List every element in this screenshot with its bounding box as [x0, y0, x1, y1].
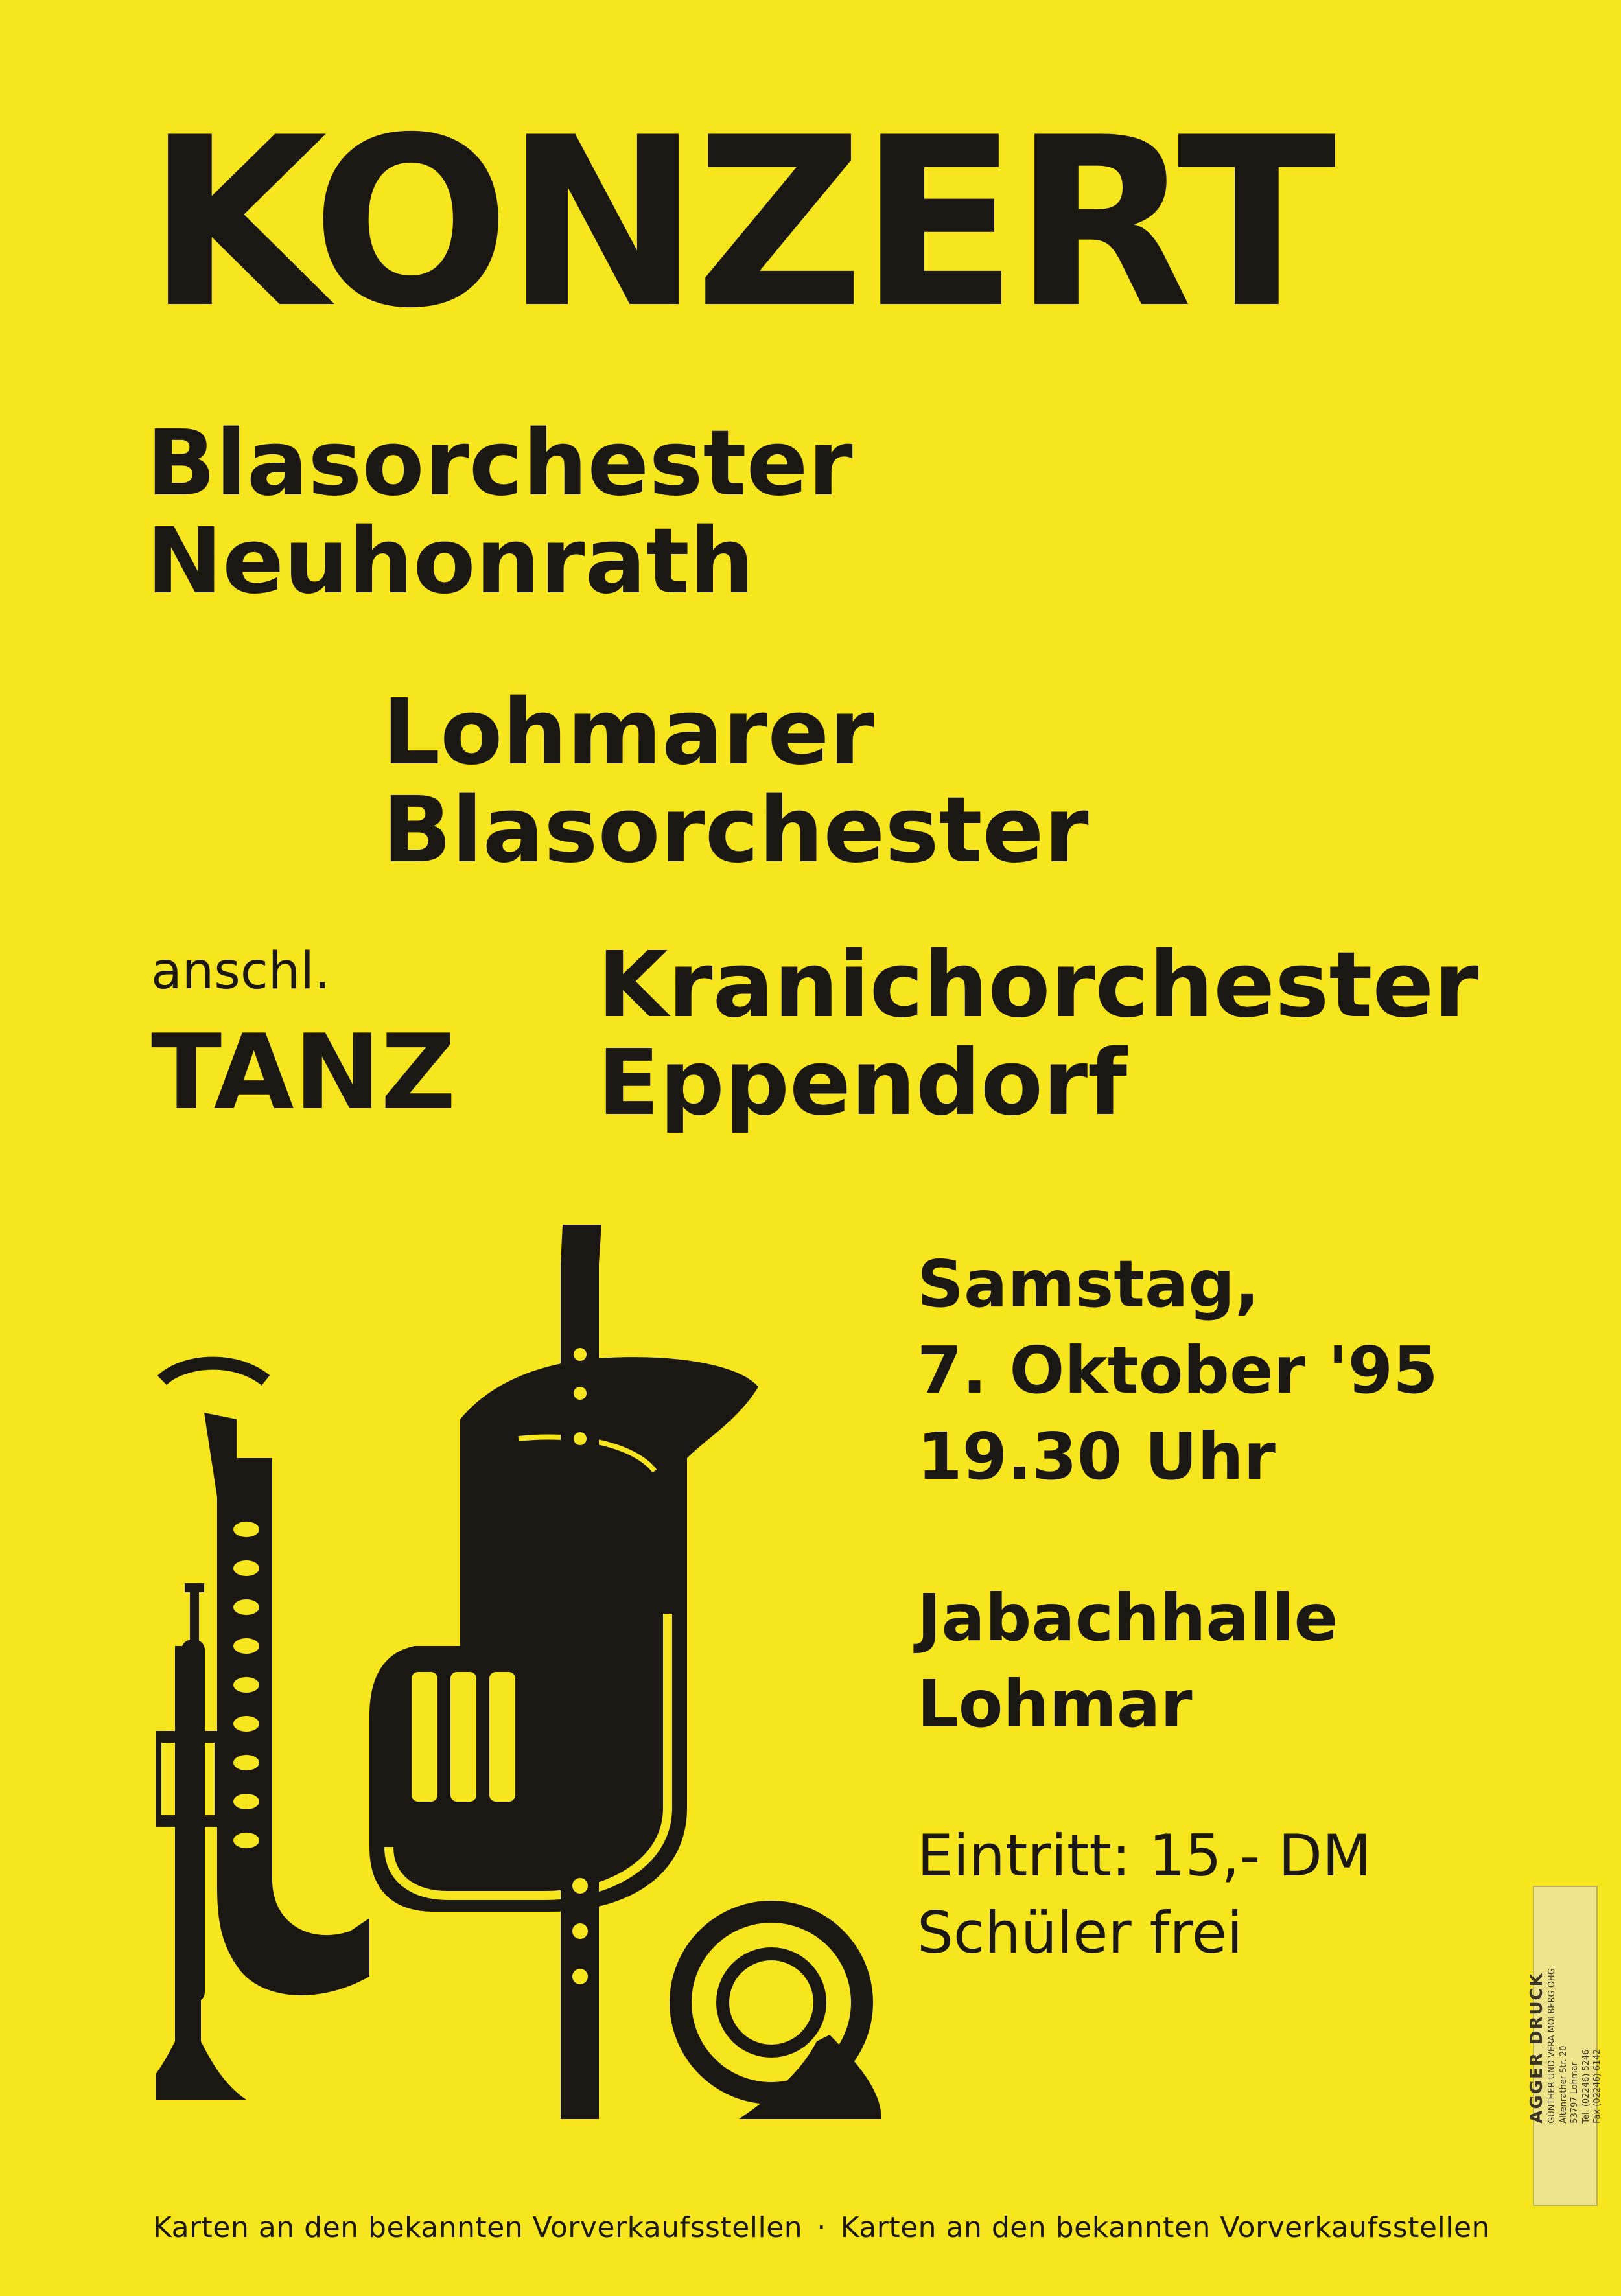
band1-line2: Neuhonrath [146, 509, 754, 615]
band-blasorchester-neuhonrath [146, 411, 853, 615]
brass-instruments-illustration [156, 1225, 894, 2119]
event-venue-block [917, 1575, 1338, 1747]
printer-fax: Fax (02246) 6142 [1592, 2048, 1603, 2124]
band3-line2: Eppendorf [598, 1030, 1128, 1137]
dance-label: TANZ [151, 1012, 456, 1133]
event-time: 19.30 Uhr [917, 1419, 1276, 1494]
admission-price: Eintritt: 15,- DM [917, 1822, 1371, 1889]
band2-line2: Blasorchester [382, 778, 1089, 884]
students-free: Schüler frei [917, 1899, 1243, 1966]
venue-line1: Jabachhalle [917, 1580, 1338, 1656]
venue-line2: Lohmar [917, 1666, 1193, 1742]
band3-line1: Kranichorchester [598, 933, 1479, 1038]
printer-company: GÜNTHER UND VERA MOLBERG OHG [1547, 1968, 1557, 2124]
band-lohmarer-blasorchester [382, 680, 1089, 884]
band2-line1: Lohmarer [382, 680, 874, 785]
printer-city: 53797 Lohmar [1570, 2062, 1580, 2124]
event-date: 7. Oktober '95 [917, 1332, 1438, 1408]
footer-text-2: Karten an den bekannten Vorverkaufsstellen [840, 2211, 1490, 2244]
band1-line1: Blasorchester [146, 411, 853, 516]
dance-prefix: anschl. [151, 942, 331, 1001]
advance-sale-footer [153, 2211, 1490, 2244]
event-date-block [917, 1241, 1438, 1500]
footer-separator: · [817, 2211, 826, 2244]
event-day: Samstag, [917, 1246, 1260, 1322]
poster-title: KONZERT [146, 87, 1331, 359]
printer-logo: AGGER DRUCK [1527, 1972, 1547, 2124]
band-kranichorchester-eppendorf [598, 933, 1479, 1137]
printer-phone: Tel. (02246) 5246 [1581, 2049, 1591, 2124]
printer-street: Altenrather Str. 20 [1558, 2045, 1569, 2124]
printer-imprint-text [1527, 1968, 1604, 2124]
footer-text-1: Karten an den bekannten Vorverkaufsstellen [153, 2211, 803, 2244]
printer-imprint [1527, 1886, 1603, 2206]
french-horn-illustration [681, 1912, 881, 2119]
admission-block [917, 1818, 1371, 1972]
